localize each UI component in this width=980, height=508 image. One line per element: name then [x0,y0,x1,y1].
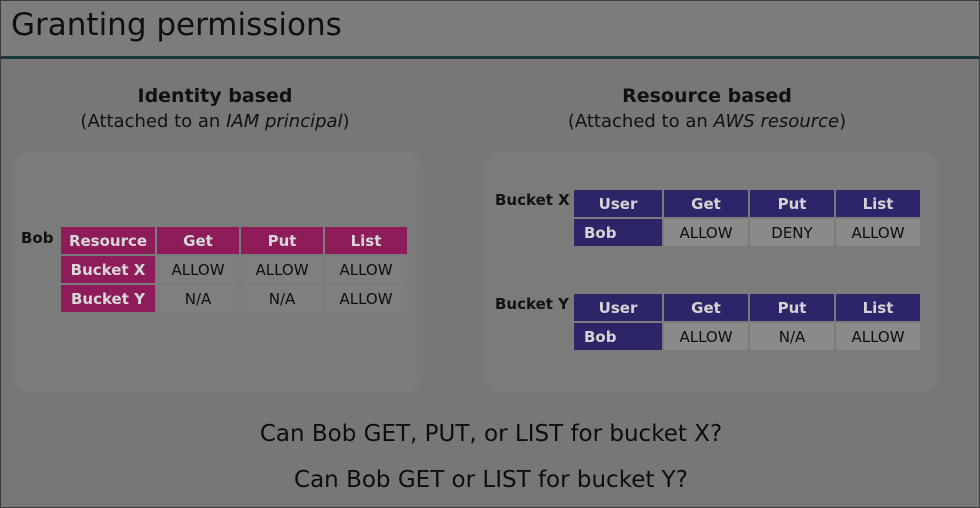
resource-sub-suffix: ) [839,111,847,132]
resource-sub-prefix: (Attached to an [567,111,714,132]
identity-sub-prefix: (Attached to an [80,111,227,132]
row-header-cell: Bob [574,219,662,246]
header-cell: User [574,190,662,217]
table-cell: N/A [241,285,323,312]
identity-table-header [61,227,407,254]
identity-heading [15,85,415,132]
bucket-x-header [574,190,920,217]
row-header-cell: Bob [574,323,662,350]
bucket-y-table [572,292,922,352]
slide-title: Granting permissions [11,7,342,43]
row-header-cell: Bucket Y [61,285,155,312]
header-cell: Get [664,190,748,217]
header-cell: List [836,190,920,217]
table-cell: N/A [157,285,239,312]
table-cell: ALLOW [836,219,920,246]
header-cell: Resource [61,227,155,254]
question-bucket-y: Can Bob GET or LIST for bucket Y? [294,467,688,493]
title-bar [1,1,979,59]
table-row [574,219,920,246]
resource-subtitle [507,111,907,132]
header-cell: List [325,227,407,254]
table-cell: ALLOW [157,256,239,283]
header-cell: Put [241,227,323,254]
identity-title: Identity based [137,85,293,107]
question-bucket-x: Can Bob GET, PUT, or LIST for bucket X? [259,421,723,447]
table-cell: N/A [750,323,834,350]
table-cell: ALLOW [664,219,748,246]
table-cell: ALLOW [664,323,748,350]
identity-table [59,225,409,314]
bucket-y-label: Bucket Y [495,295,570,313]
table-cell: ALLOW [241,256,323,283]
header-cell: List [836,294,920,321]
row-header-cell: Bucket X [61,256,155,283]
principal-label: Bob [21,229,54,247]
identity-subtitle [15,111,415,132]
table-row [574,323,920,350]
table-cell: ALLOW [325,285,407,312]
table-row [61,285,407,312]
header-cell: Put [750,190,834,217]
table-row [61,256,407,283]
resource-heading [507,85,907,132]
header-cell: Get [157,227,239,254]
table-cell: ALLOW [836,323,920,350]
header-cell: Get [664,294,748,321]
bucket-x-table [572,188,922,248]
identity-sub-italic: IAM principal [226,111,343,132]
bucket-y-header [574,294,920,321]
table-cell: ALLOW [325,256,407,283]
header-cell: User [574,294,662,321]
resource-sub-italic: AWS resource [713,111,840,132]
header-cell: Put [750,294,834,321]
identity-sub-suffix: ) [342,111,350,132]
bucket-x-label: Bucket X [495,191,570,209]
table-cell: DENY [750,219,834,246]
resource-title: Resource based [622,85,792,107]
